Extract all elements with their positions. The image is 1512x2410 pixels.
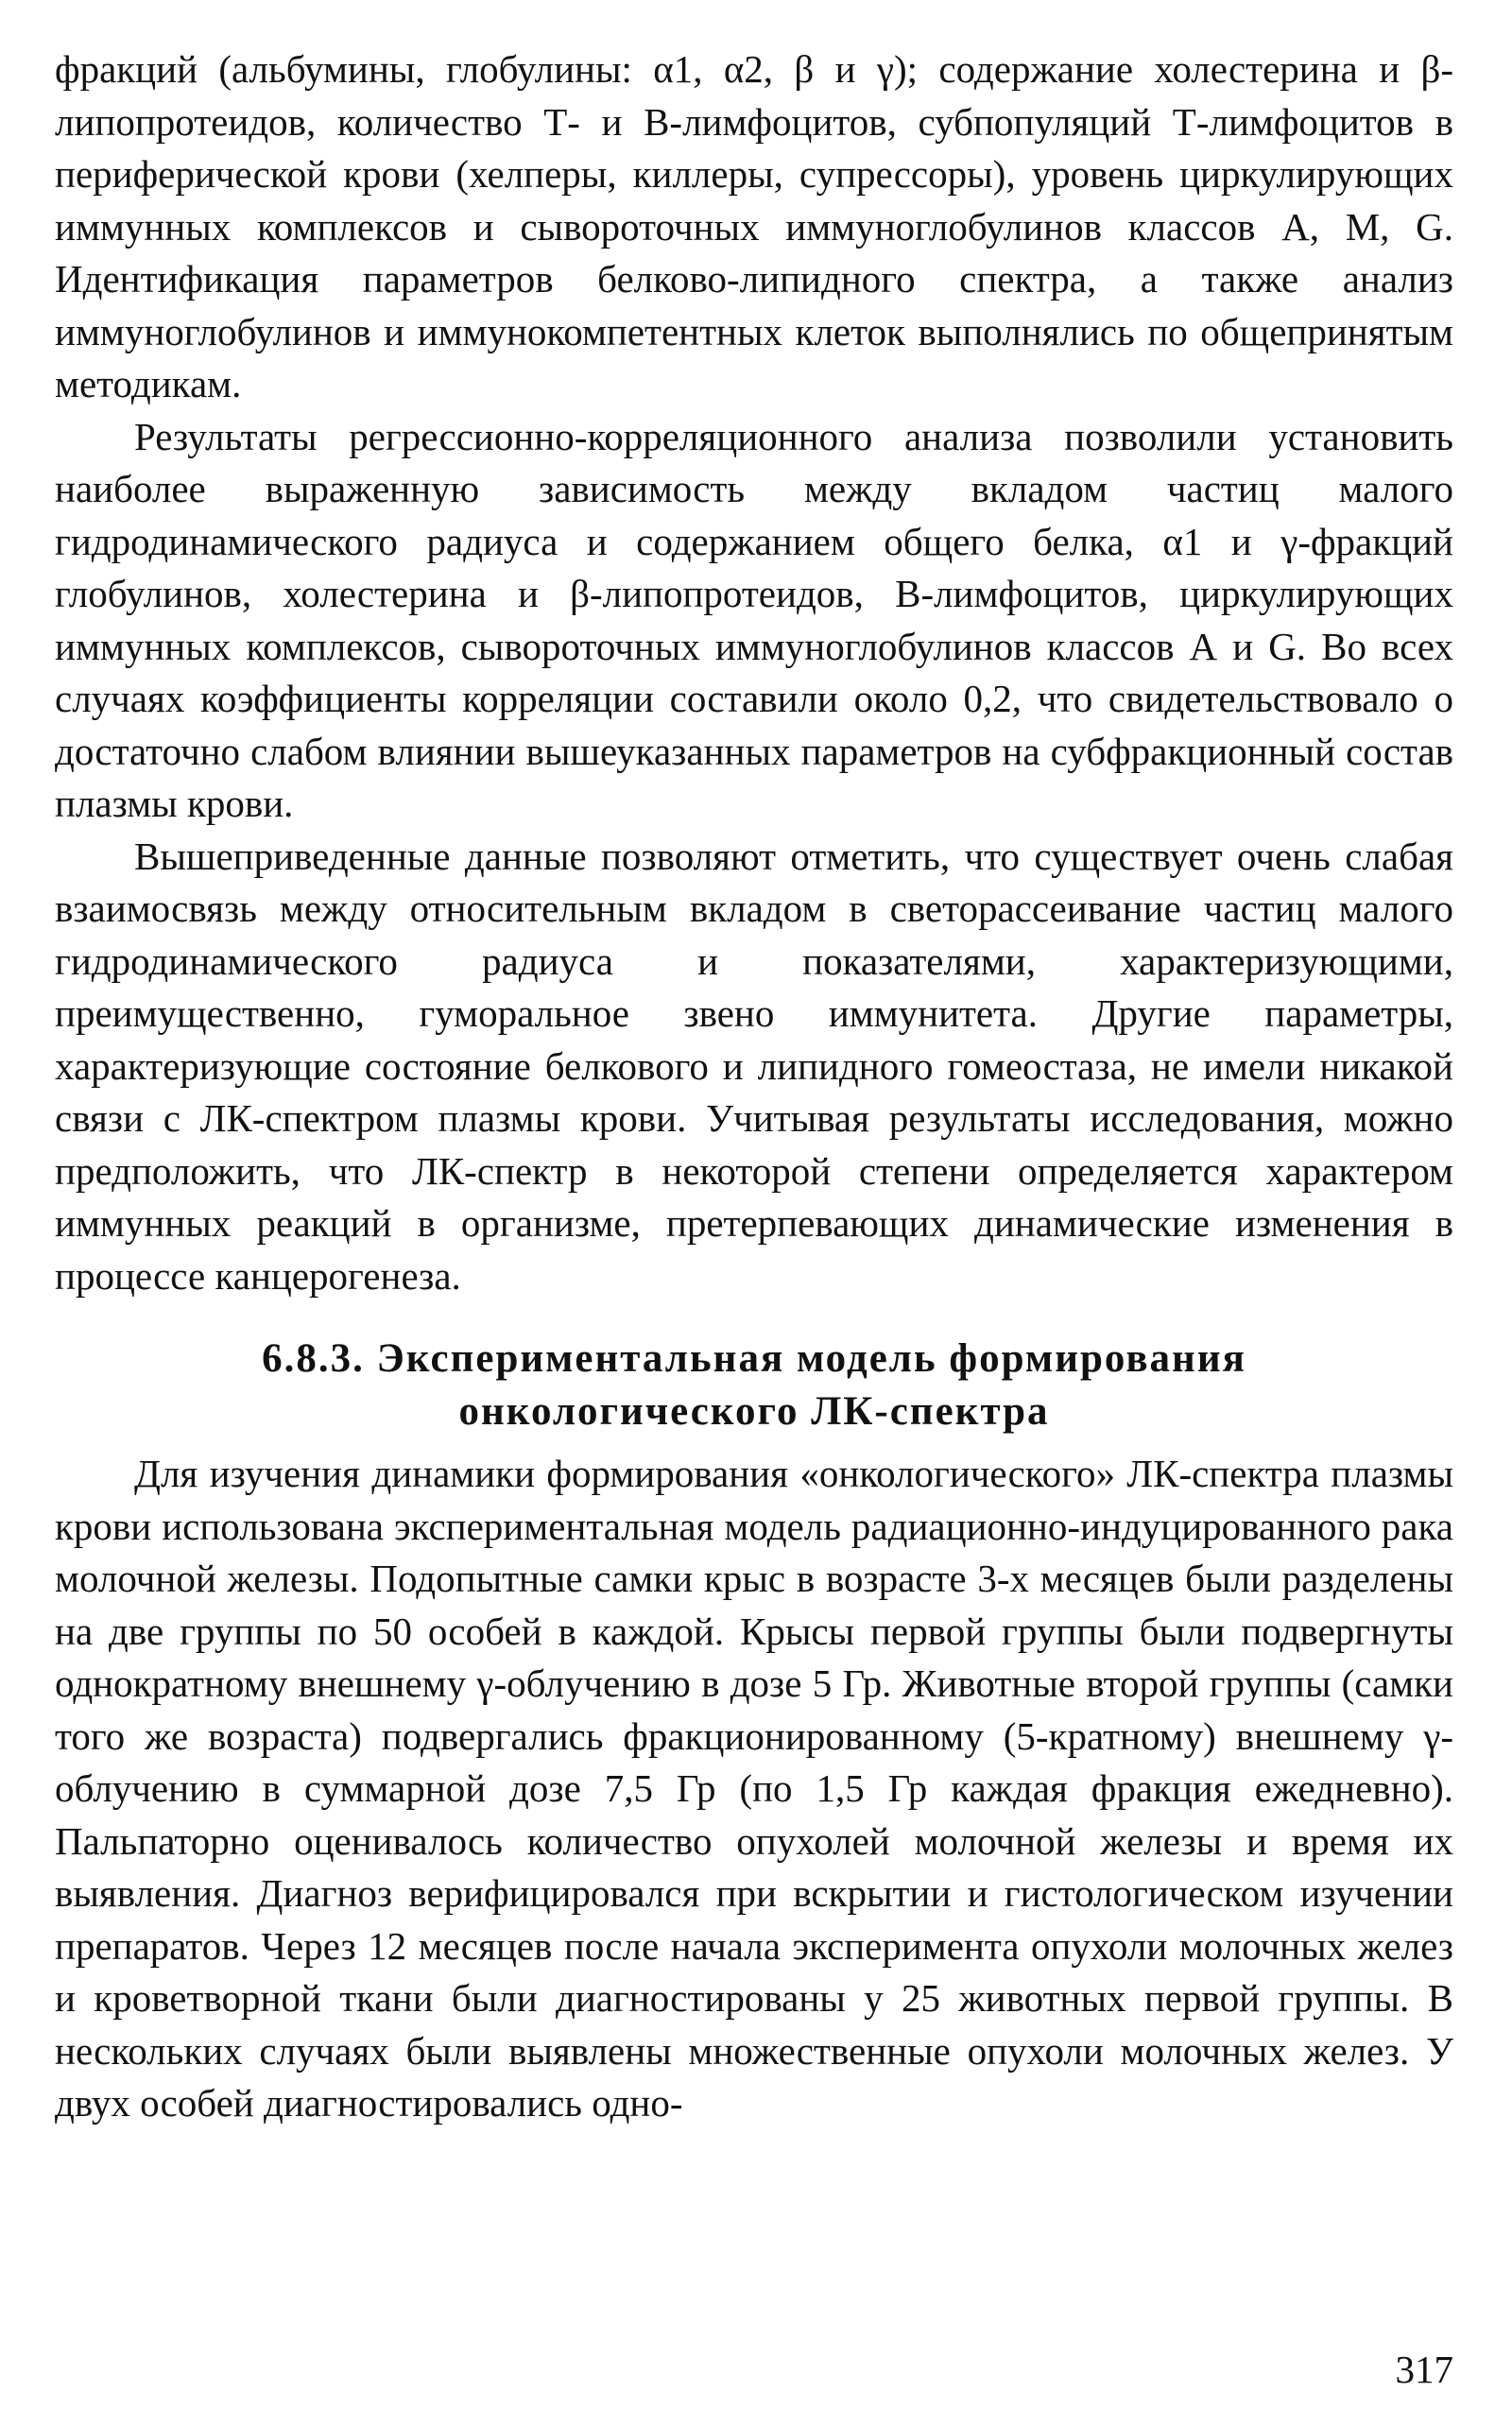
paragraph-experimental-model: Для изучения динамики формирования «онкологического» ЛК-спектра плазмы крови использована экспериментальная модель радиационно-индуцированного рака молочной железы. Подопытные самки крыс в возрасте 3-х месяцев были разделены на две группы по 50 особей в каждой. Крысы первой группы были подвергнуты однократному внешнему γ-облучению в дозе 5 Гр. Животные второй группы (самки того же возраста) подвергались фракционированному (5-кратному) внешнему γ-облучению в суммарной дозе 7,5 Гр (по 1,5 Гр каждая фракция ежедневно). Пальпаторно оценивалось количество опухолей молочной железы и время их выявления. Диагноз верифицировался при вскрытии и гистологическом изучении препаратов. Через 12 месяцев после начала эксперимента опухоли молочных желез и кроветворной ткани были диагностированы у 25 животных первой группы. В нескольких случаях были выявлены множественные опухоли молочных желез. У двух особей диагностировались одно- (55, 1452, 1453, 2125)
page-body (55, 43, 1453, 2130)
section-heading-line-2: онкологического ЛК-спектра (458, 1389, 1050, 1434)
paragraph-conclusions: Вышеприведенные данные позволяют отметить, что существует очень слабая взаимосвязь между относительным вкладом в светорассеивание частиц малого гидродинамического радиуса и показателями, характеризующими, преимущественно, гуморальное звено иммунитета. Другие параметры, характеризующие состояние белкового и липидного гомеостаза, не имели никакой связи с ЛК-спектром плазмы крови. Учитывая результаты исследования, можно предположить, что ЛК-спектр в некоторой степени определяется характером иммунных реакций в организме, претерпевающих динамические изменения в процессе канцерогенеза. (55, 834, 1453, 1298)
section-heading-line-1: 6.8.3. Экспериментальная модель формирования (262, 1336, 1246, 1381)
paragraph-regression-results: Результаты регрессионно-корреляционного анализа позволили установить наиболее выраженную зависимость между вкладом частиц малого гидродинамического радиуса и содержанием общего белка, α1 и γ-фракций глобулинов, холестерина и β-липопротеидов, В-лимфоцитов, циркулирующих иммунных комплексов, сывороточных иммуноглобулинов классов А и G. Во всех случаях коэффициенты корреляции составили около 0,2, что свидетельствовало о достаточно слабом влиянии вышеуказанных параметров на субфракционный состав плазмы крови. (55, 414, 1453, 825)
paragraph-continuation: фракций (альбумины, глобулины: α1, α2, β и γ); содержание холестерина и β-липопротеидов, количество Т- и В-лимфоцитов, субпопуляций Т-лимфоцитов в периферической крови (хелперы, киллеры, супрессоры), уровень циркулирующих иммунных комплексов и сывороточных иммуноглобулинов классов А, М, G. Идентификация параметров белково-липидного спектра, а также анализ иммуноглобулинов и иммунокомпетентных клеток выполнялись по общепринятым методикам. (55, 47, 1453, 405)
section-heading (55, 1333, 1453, 1438)
page-number: 317 (1395, 2348, 1453, 2391)
